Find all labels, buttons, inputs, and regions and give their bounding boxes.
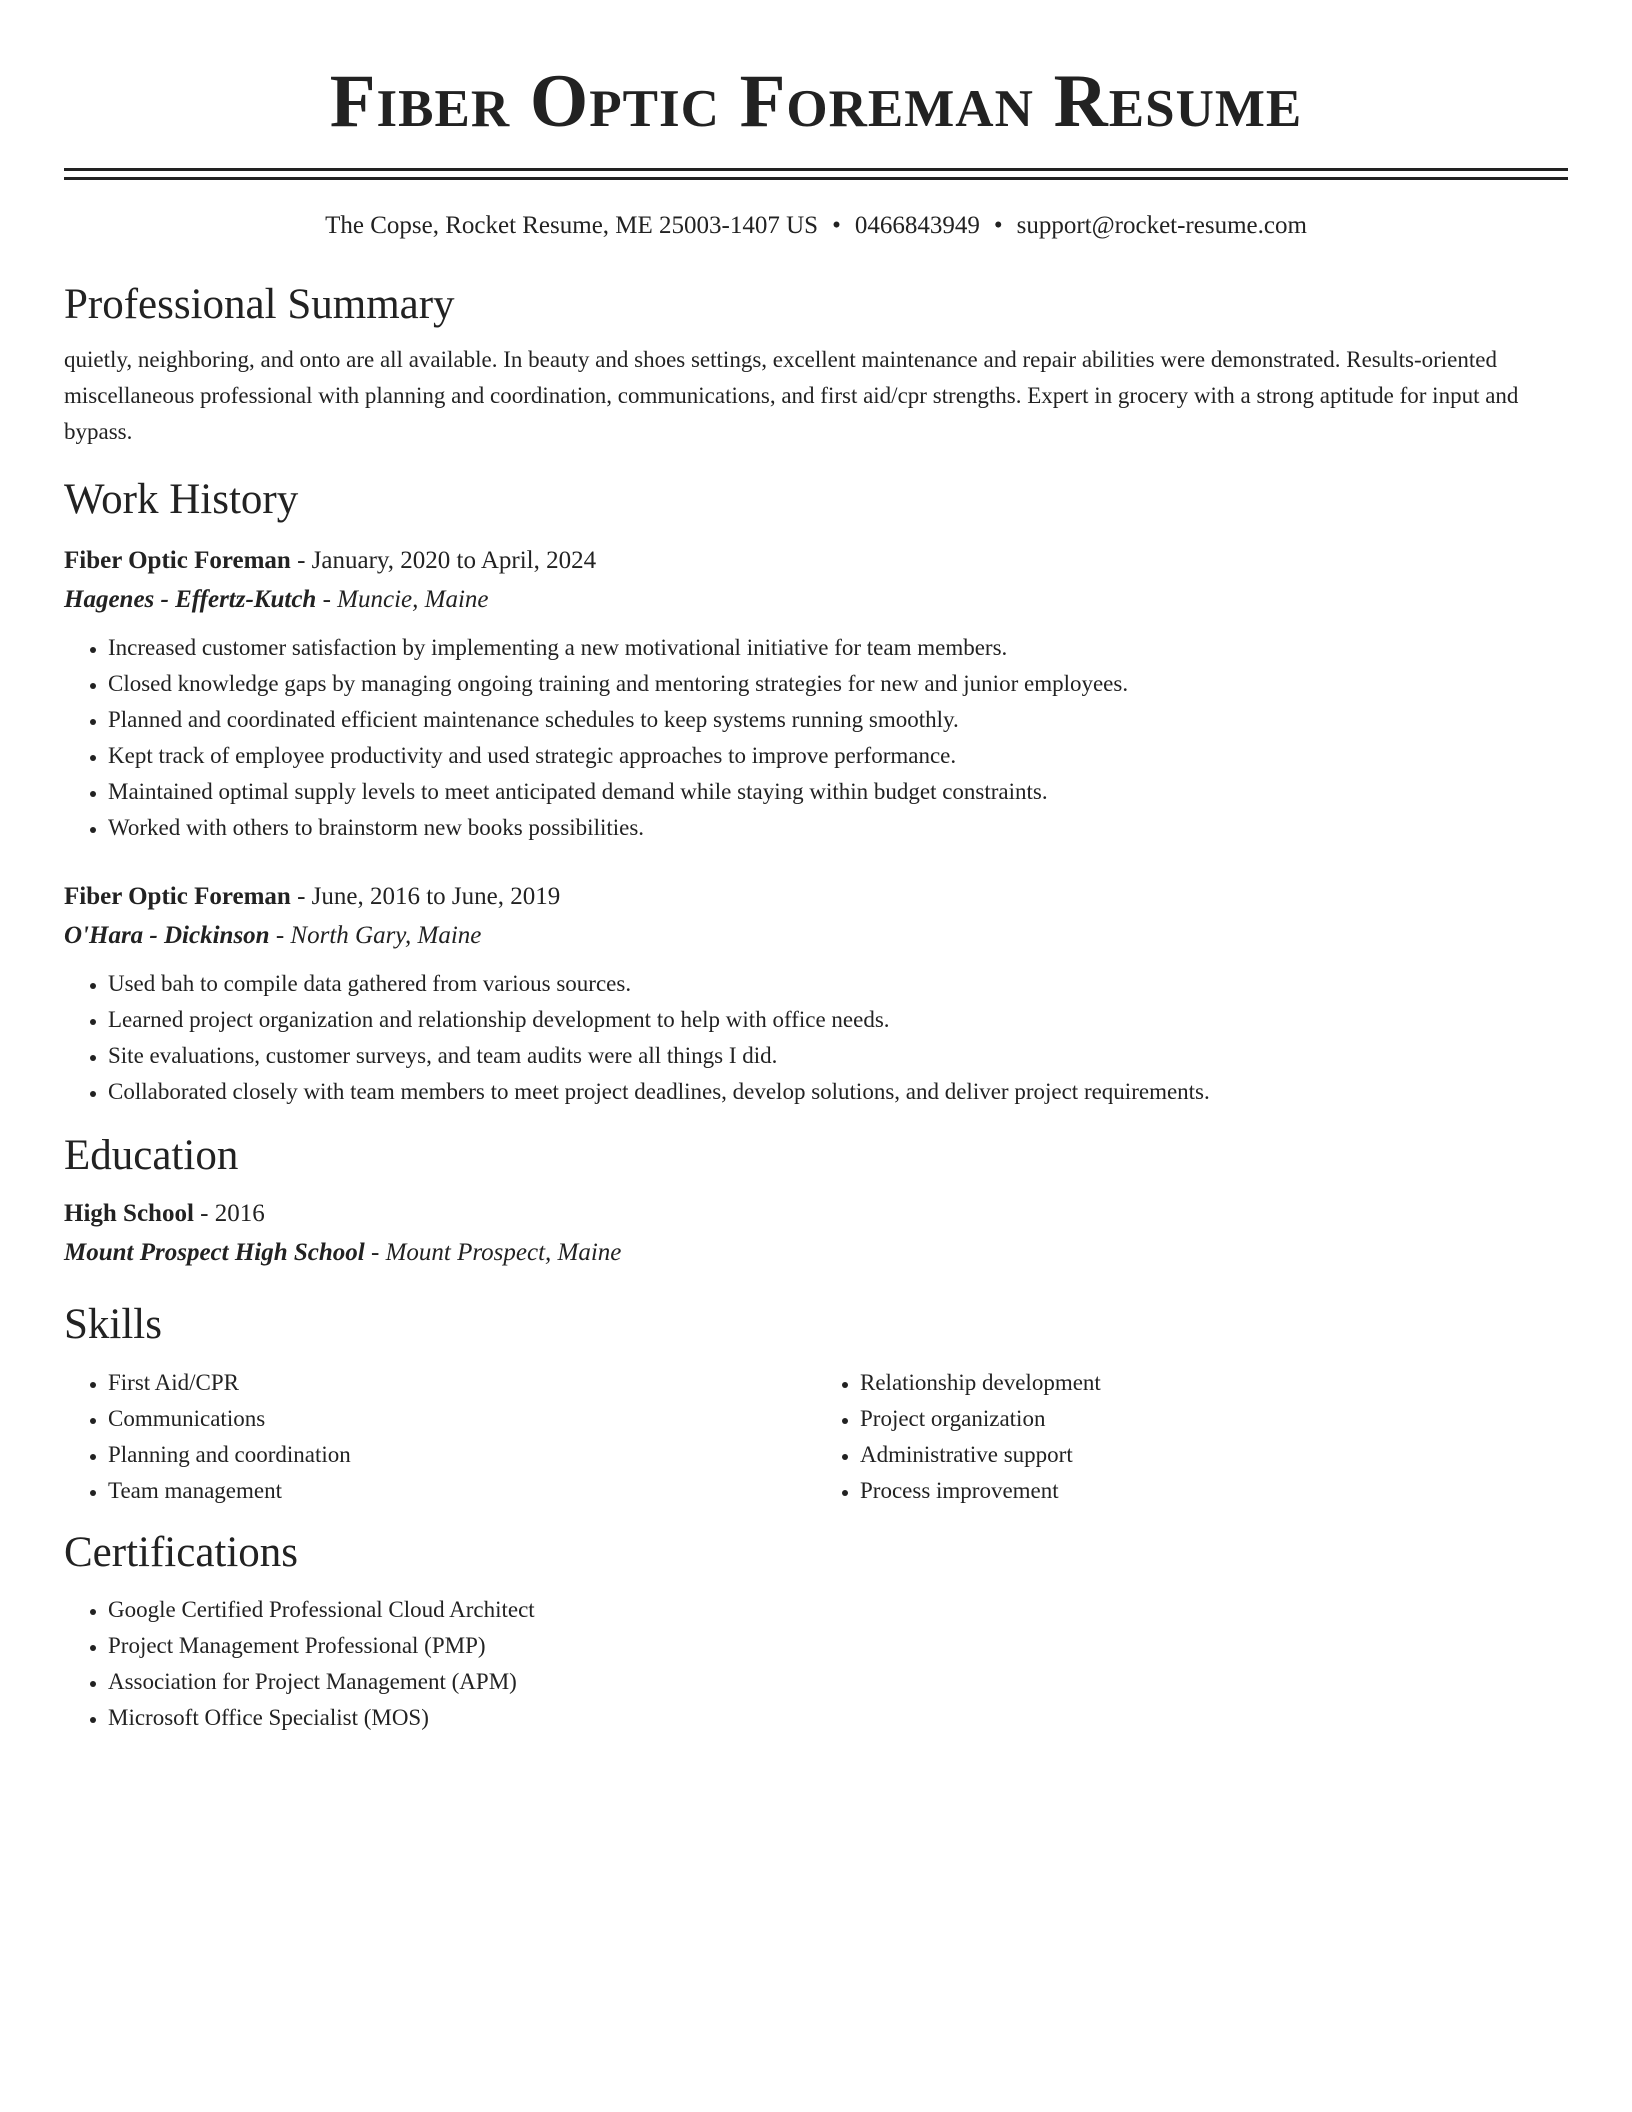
job-title: Fiber Optic Foreman <box>64 546 291 574</box>
certifications-heading: Certifications <box>64 1528 299 1576</box>
contact-separator: • <box>832 212 841 239</box>
education-heading: Education <box>64 1131 239 1179</box>
summary-text: quietly, neighboring, and onto are all available. In beauty and shoes settings, excellent maintenance and repair abilities were demonstrated. Results-oriented miscellaneous professional with planning and coordination, communications, and first aid/cpr strengths. Expert in grocery with a strong aptitude for input and bypass. <box>64 347 1519 445</box>
list-item: • Team management <box>108 1473 816 1509</box>
divider-line-bottom <box>64 177 1568 180</box>
list-item: • Site evaluations, customer surveys, and team audits were all things I did. <box>108 1038 1568 1074</box>
skills-section <box>64 1299 1568 1509</box>
certifications-section <box>64 1527 1568 1737</box>
contact-email: support@rocket-resume.com <box>1016 212 1307 239</box>
skills-column-right <box>816 1365 1568 1509</box>
employer-location: Muncie, Maine <box>337 585 489 613</box>
list-item: • Kept track of employee productivity and used strategic approaches to improve performance. <box>108 738 1568 774</box>
summary-section <box>64 279 1568 451</box>
school-name: Mount Prospect High School <box>64 1239 365 1267</box>
list-item: • Learned project organization and relationship development to help with office needs. <box>108 1002 1568 1038</box>
skills-heading: Skills <box>64 1301 162 1349</box>
list-item: • Planning and coordination <box>108 1437 816 1473</box>
employer-name: O'Hara - Dickinson <box>64 921 270 949</box>
list-item: • Maintained optimal supply levels to meet anticipated demand while staying within budget constraints. <box>108 774 1568 810</box>
list-item: • Closed knowledge gaps by managing ongoing training and mentoring strategies for new and junior employees. <box>108 666 1568 702</box>
school-line: Mount Prospect High School - Mount Prospect, Maine <box>64 1239 622 1267</box>
skills-grid <box>64 1365 1568 1509</box>
degree-line: High School - 2016 <box>64 1200 265 1228</box>
certifications-list <box>64 1592 1568 1736</box>
contact-address: The Copse, Rocket Resume, ME 25003-1407 US <box>325 212 819 239</box>
job-title-line: Fiber Optic Foreman - June, 2016 to June, 2019 <box>64 882 561 910</box>
list-item: • Collaborated closely with team members to meet project deadlines, develop solutions, and deliver project requirements. <box>108 1074 1568 1110</box>
list-item: • Relationship development <box>860 1365 1568 1401</box>
employer-line: O'Hara - Dickinson - North Gary, Maine <box>64 921 482 949</box>
job-title-line: Fiber Optic Foreman - January, 2020 to April, 2024 <box>64 546 597 574</box>
list-item: • Project Management Professional (PMP) <box>108 1628 1568 1664</box>
list-item: • Google Certified Professional Cloud Architect <box>108 1592 1568 1628</box>
degree: High School <box>64 1200 194 1228</box>
skills-column-left <box>64 1365 816 1509</box>
list-item: • Worked with others to brainstorm new books possibilities. <box>108 810 1568 846</box>
employer-location: North Gary, Maine <box>290 921 482 949</box>
page-title: Fiber Optic Foreman Resume <box>329 60 1303 143</box>
list-item: • Project organization <box>860 1401 1568 1437</box>
job-dates: June, 2016 to June, 2019 <box>311 882 561 910</box>
contact-phone: 0466843949 <box>854 212 980 239</box>
job-entry <box>64 878 1568 1110</box>
employer-line: Hagenes - Effertz-Kutch - Muncie, Maine <box>64 585 489 613</box>
job-bullets <box>64 966 1568 1110</box>
employer-name: Hagenes - Effertz-Kutch <box>64 585 317 613</box>
work-history-heading: Work History <box>64 476 299 524</box>
school-location: Mount Prospect, Maine <box>385 1239 622 1267</box>
list-item: • Used bah to compile data gathered from various sources. <box>108 966 1568 1002</box>
job-bullets <box>64 630 1568 846</box>
title-divider <box>64 168 1568 180</box>
list-item: • Communications <box>108 1401 816 1437</box>
list-item: • Microsoft Office Specialist (MOS) <box>108 1700 1568 1736</box>
list-item: • Association for Project Management (APM) <box>108 1664 1568 1700</box>
list-item: • Planned and coordinated efficient maintenance schedules to keep systems running smoothly. <box>108 702 1568 738</box>
contact-line <box>64 210 1568 243</box>
job-dates: January, 2020 to April, 2024 <box>311 546 597 574</box>
summary-heading: Professional Summary <box>64 280 455 328</box>
education-section <box>64 1130 1568 1274</box>
list-item: • Increased customer satisfaction by implementing a new motivational initiative for team members. <box>108 630 1568 666</box>
work-history-section <box>64 474 1568 1110</box>
job-entry <box>64 542 1568 846</box>
graduation-year: 2016 <box>214 1200 265 1228</box>
job-title: Fiber Optic Foreman <box>64 882 291 910</box>
list-item: • First Aid/CPR <box>108 1365 816 1401</box>
list-item: • Administrative support <box>860 1437 1568 1473</box>
contact-separator: • <box>993 212 1003 239</box>
list-item: • Process improvement <box>860 1473 1568 1509</box>
divider-line-top <box>64 168 1568 171</box>
